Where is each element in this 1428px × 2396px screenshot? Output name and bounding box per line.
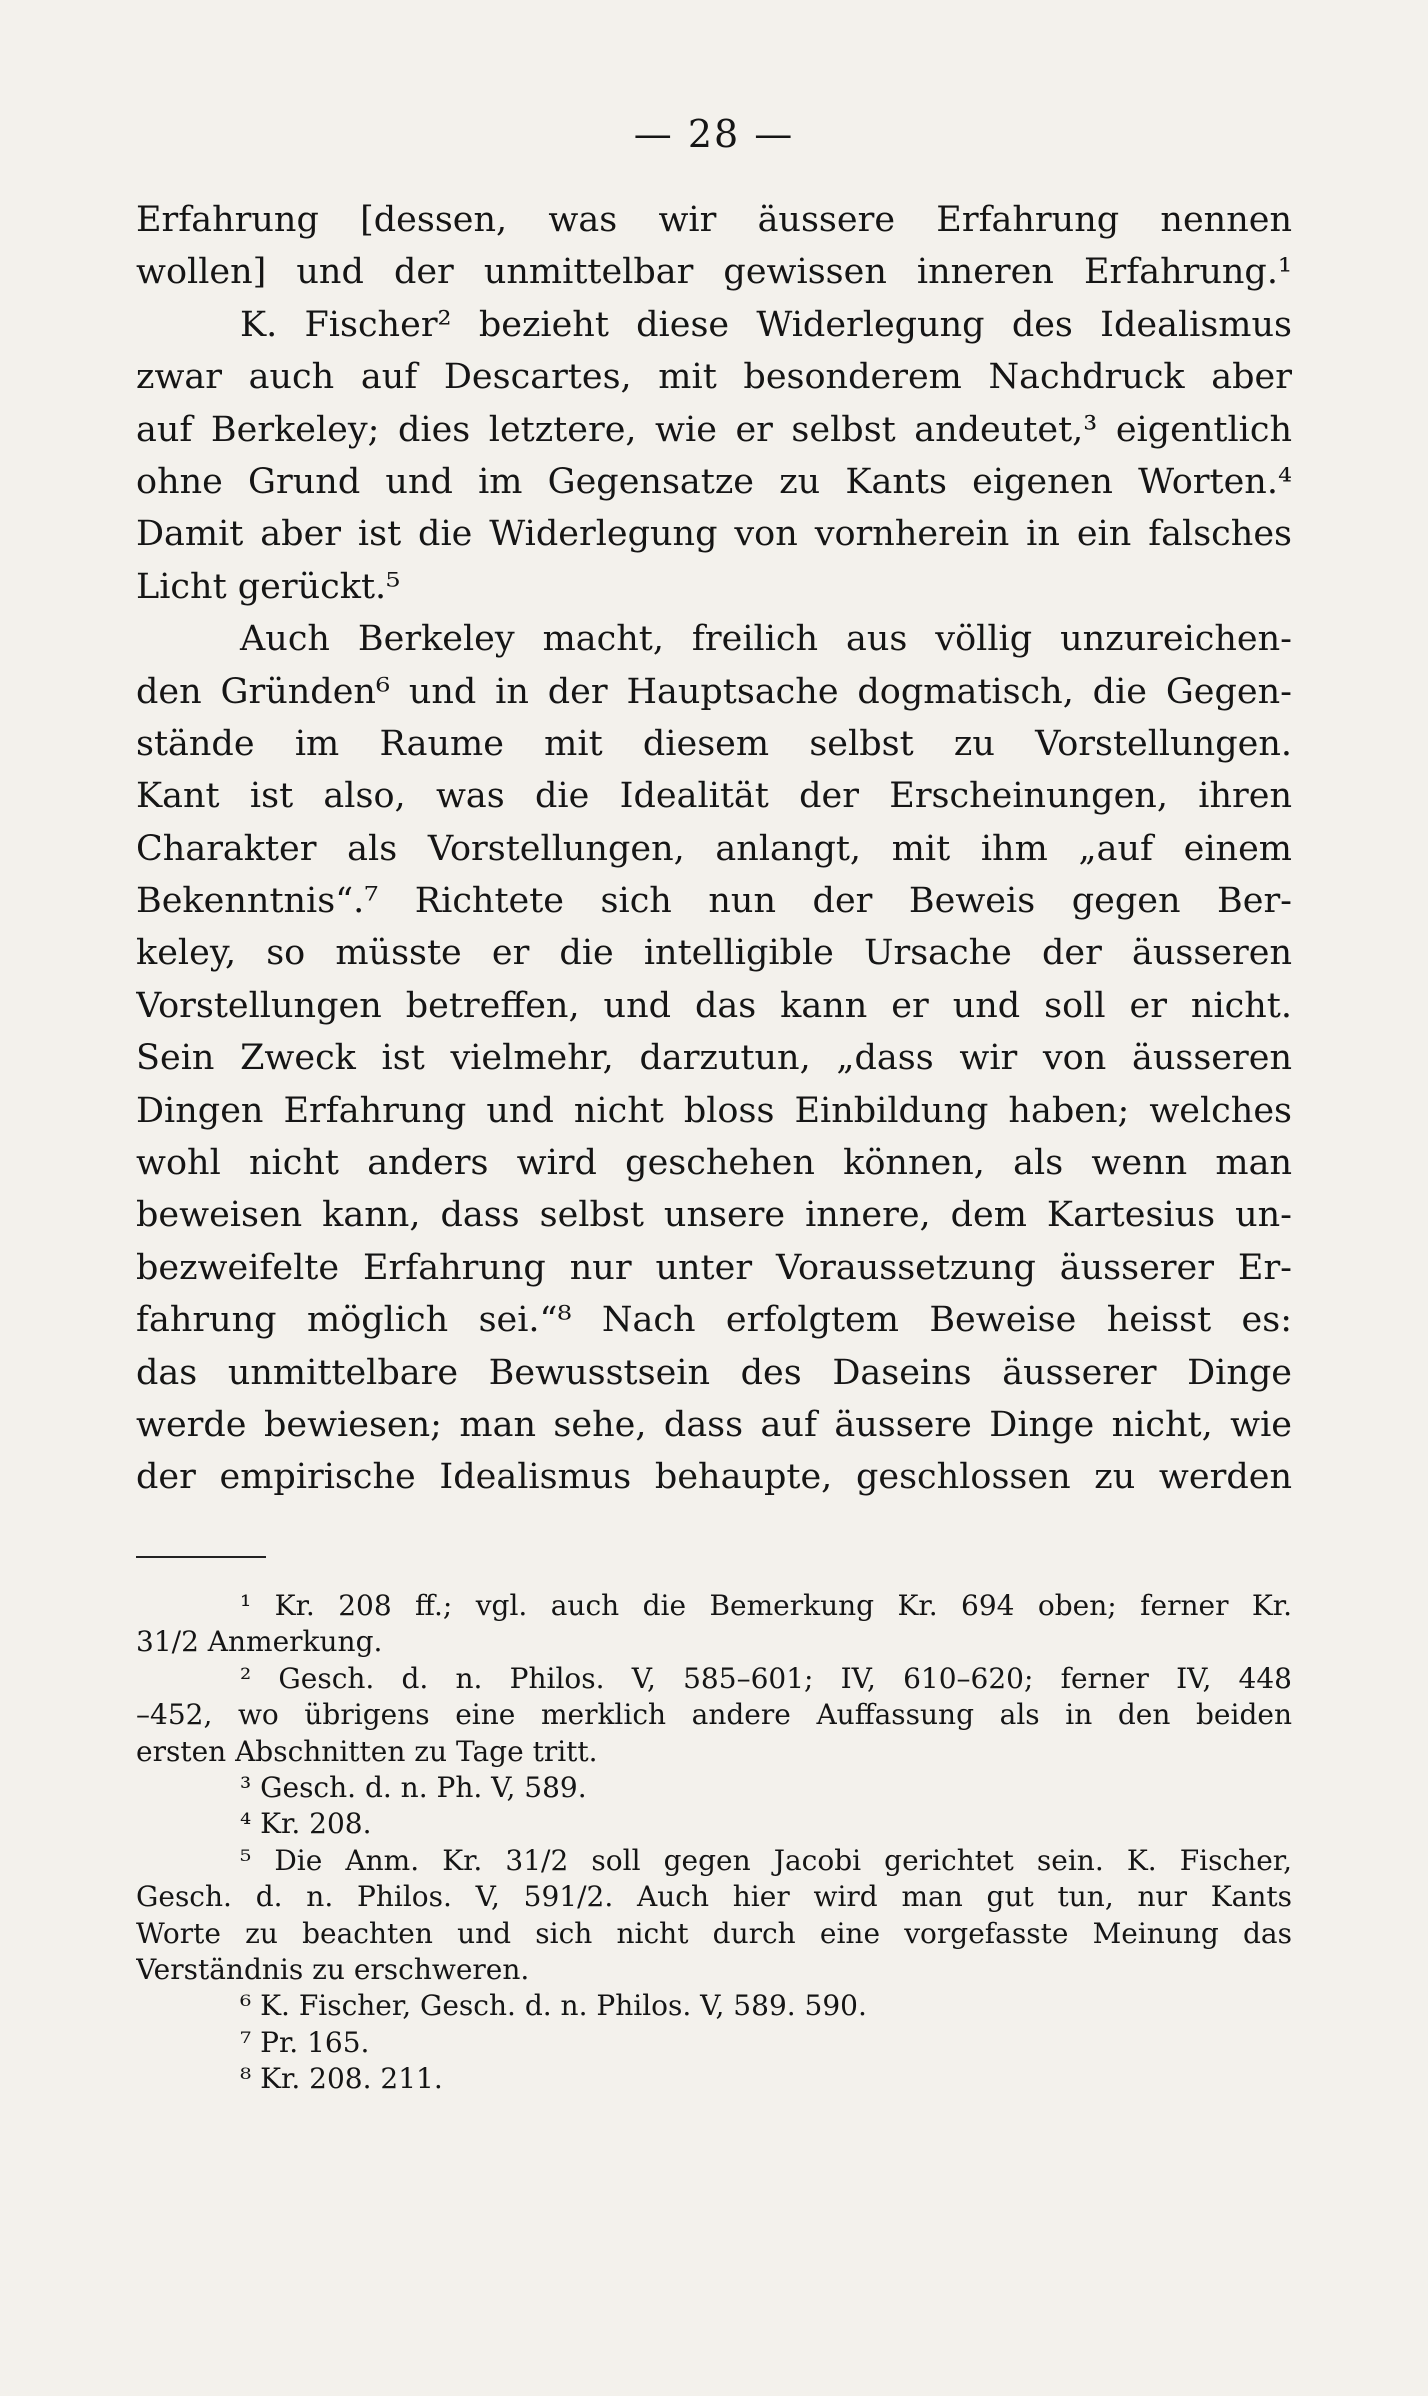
body-line: wohl nicht anders wird geschehen können, als wenn man [136, 1143, 1292, 1184]
body-line: K. Fischer² bezieht diese Widerlegung des Idealismus [240, 304, 1292, 345]
body-line: Damit aber ist die Widerlegung von vornherein in ein falsches [136, 514, 1292, 555]
body-line: das unmittelbare Bewusstsein des Daseins äusserer Dinge [136, 1352, 1292, 1393]
body-line: auf Berkeley; dies letztere, wie er selbst andeutet,³ eigentlich [136, 409, 1292, 450]
body-line: keley, so müsste er die intelligible Ursache der äusseren [136, 933, 1292, 974]
body-line: stände im Raume mit diesem selbst zu Vorstellungen. [136, 723, 1292, 764]
body-line: der empirische Idealismus behaupte, geschlossen zu werden [136, 1457, 1292, 1498]
body-line: wollen] und der unmittelbar gewissen inneren Erfahrung.¹ [136, 252, 1292, 293]
body-line: beweisen kann, dass selbst unsere innere, dem Kartesius un- [136, 1195, 1292, 1236]
body-line: Dingen Erfahrung und nicht bloss Einbildung haben; welches [136, 1090, 1292, 1131]
footnote-line: ⁶ K. Fischer, Gesch. d. n. Philos. V, 589. 590. [240, 1989, 867, 2023]
body-line: Sein Zweck ist vielmehr, darzutun, „dass wir von äusseren [136, 1038, 1292, 1079]
footnote-line: ersten Abschnitten zu Tage tritt. [136, 1734, 598, 1768]
body-line: Licht gerückt.⁵ [136, 566, 401, 607]
body-line: den Gründen⁶ und in der Hauptsache dogmatisch, die Gegen- [136, 671, 1292, 712]
body-line: Auch Berkeley macht, freilich aus völlig unzureichen- [240, 619, 1292, 660]
footnote-line: ³ Gesch. d. n. Ph. V, 589. [240, 1770, 587, 1804]
footnote-divider [136, 1556, 266, 1558]
body-line: Kant ist also, was die Idealität der Erscheinungen, ihren [136, 776, 1292, 817]
body-line: Charakter als Vorstellungen, anlangt, mit ihm „auf einem [136, 828, 1292, 869]
body-line: Vorstellungen betreffen, und das kann er und soll er nicht. [136, 985, 1292, 1026]
footnote-line: ⁷ Pr. 165. [240, 2025, 370, 2059]
body-line: Erfahrung [dessen, was wir äussere Erfahrung nennen [136, 200, 1292, 240]
footnote-line: ¹ Kr. 208 ff.; vgl. auch die Bemerkung Kr. 694 oben; ferner Kr. [240, 1589, 1292, 1622]
body-line: fahrung möglich sei.“⁸ Nach erfolgtem Beweise heisst es: [136, 1300, 1292, 1341]
footnote-line: ⁸ Kr. 208. 211. [240, 2062, 443, 2096]
footnotes [136, 1588, 1292, 2097]
body-line: bezweifelte Erfahrung nur unter Voraussetzung äusserer Er- [136, 1247, 1292, 1288]
footnote-line: ⁵ Die Anm. Kr. 31/2 soll gegen Jacobi gerichtet sein. K. Fischer, [240, 1843, 1292, 1877]
footnote-line: 31/2 Anmerkung. [136, 1625, 383, 1659]
body-line: zwar auch auf Descartes, mit besonderem Nachdruck aber [136, 357, 1292, 398]
footnote-line: Verständnis zu erschweren. [136, 1952, 530, 1986]
body-line: Bekenntnis“.⁷ Richtete sich nun der Beweis gegen Ber- [136, 881, 1292, 922]
footnote-line: ⁴ Kr. 208. [240, 1807, 372, 1841]
body-text [136, 194, 1292, 1504]
page-number: — 28 — [633, 112, 795, 156]
body-line: werde bewiesen; man sehe, dass auf äussere Dinge nicht, wie [136, 1404, 1292, 1445]
footnote-line: Worte zu beachten und sich nicht durch eine vorgefasste Meinung das [136, 1916, 1292, 1950]
footnote-line: –452, wo übrigens eine merklich andere Auffassung als in den beiden [136, 1698, 1292, 1732]
footnote-line: Gesch. d. n. Philos. V, 591/2. Auch hier wird man gut tun, nur Kants [136, 1880, 1292, 1914]
body-line: ohne Grund und im Gegensatze zu Kants eigenen Worten.⁴ [136, 461, 1292, 502]
footnote-line: ² Gesch. d. n. Philos. V, 585–601; IV, 610–620; ferner IV, 448 [240, 1661, 1292, 1695]
